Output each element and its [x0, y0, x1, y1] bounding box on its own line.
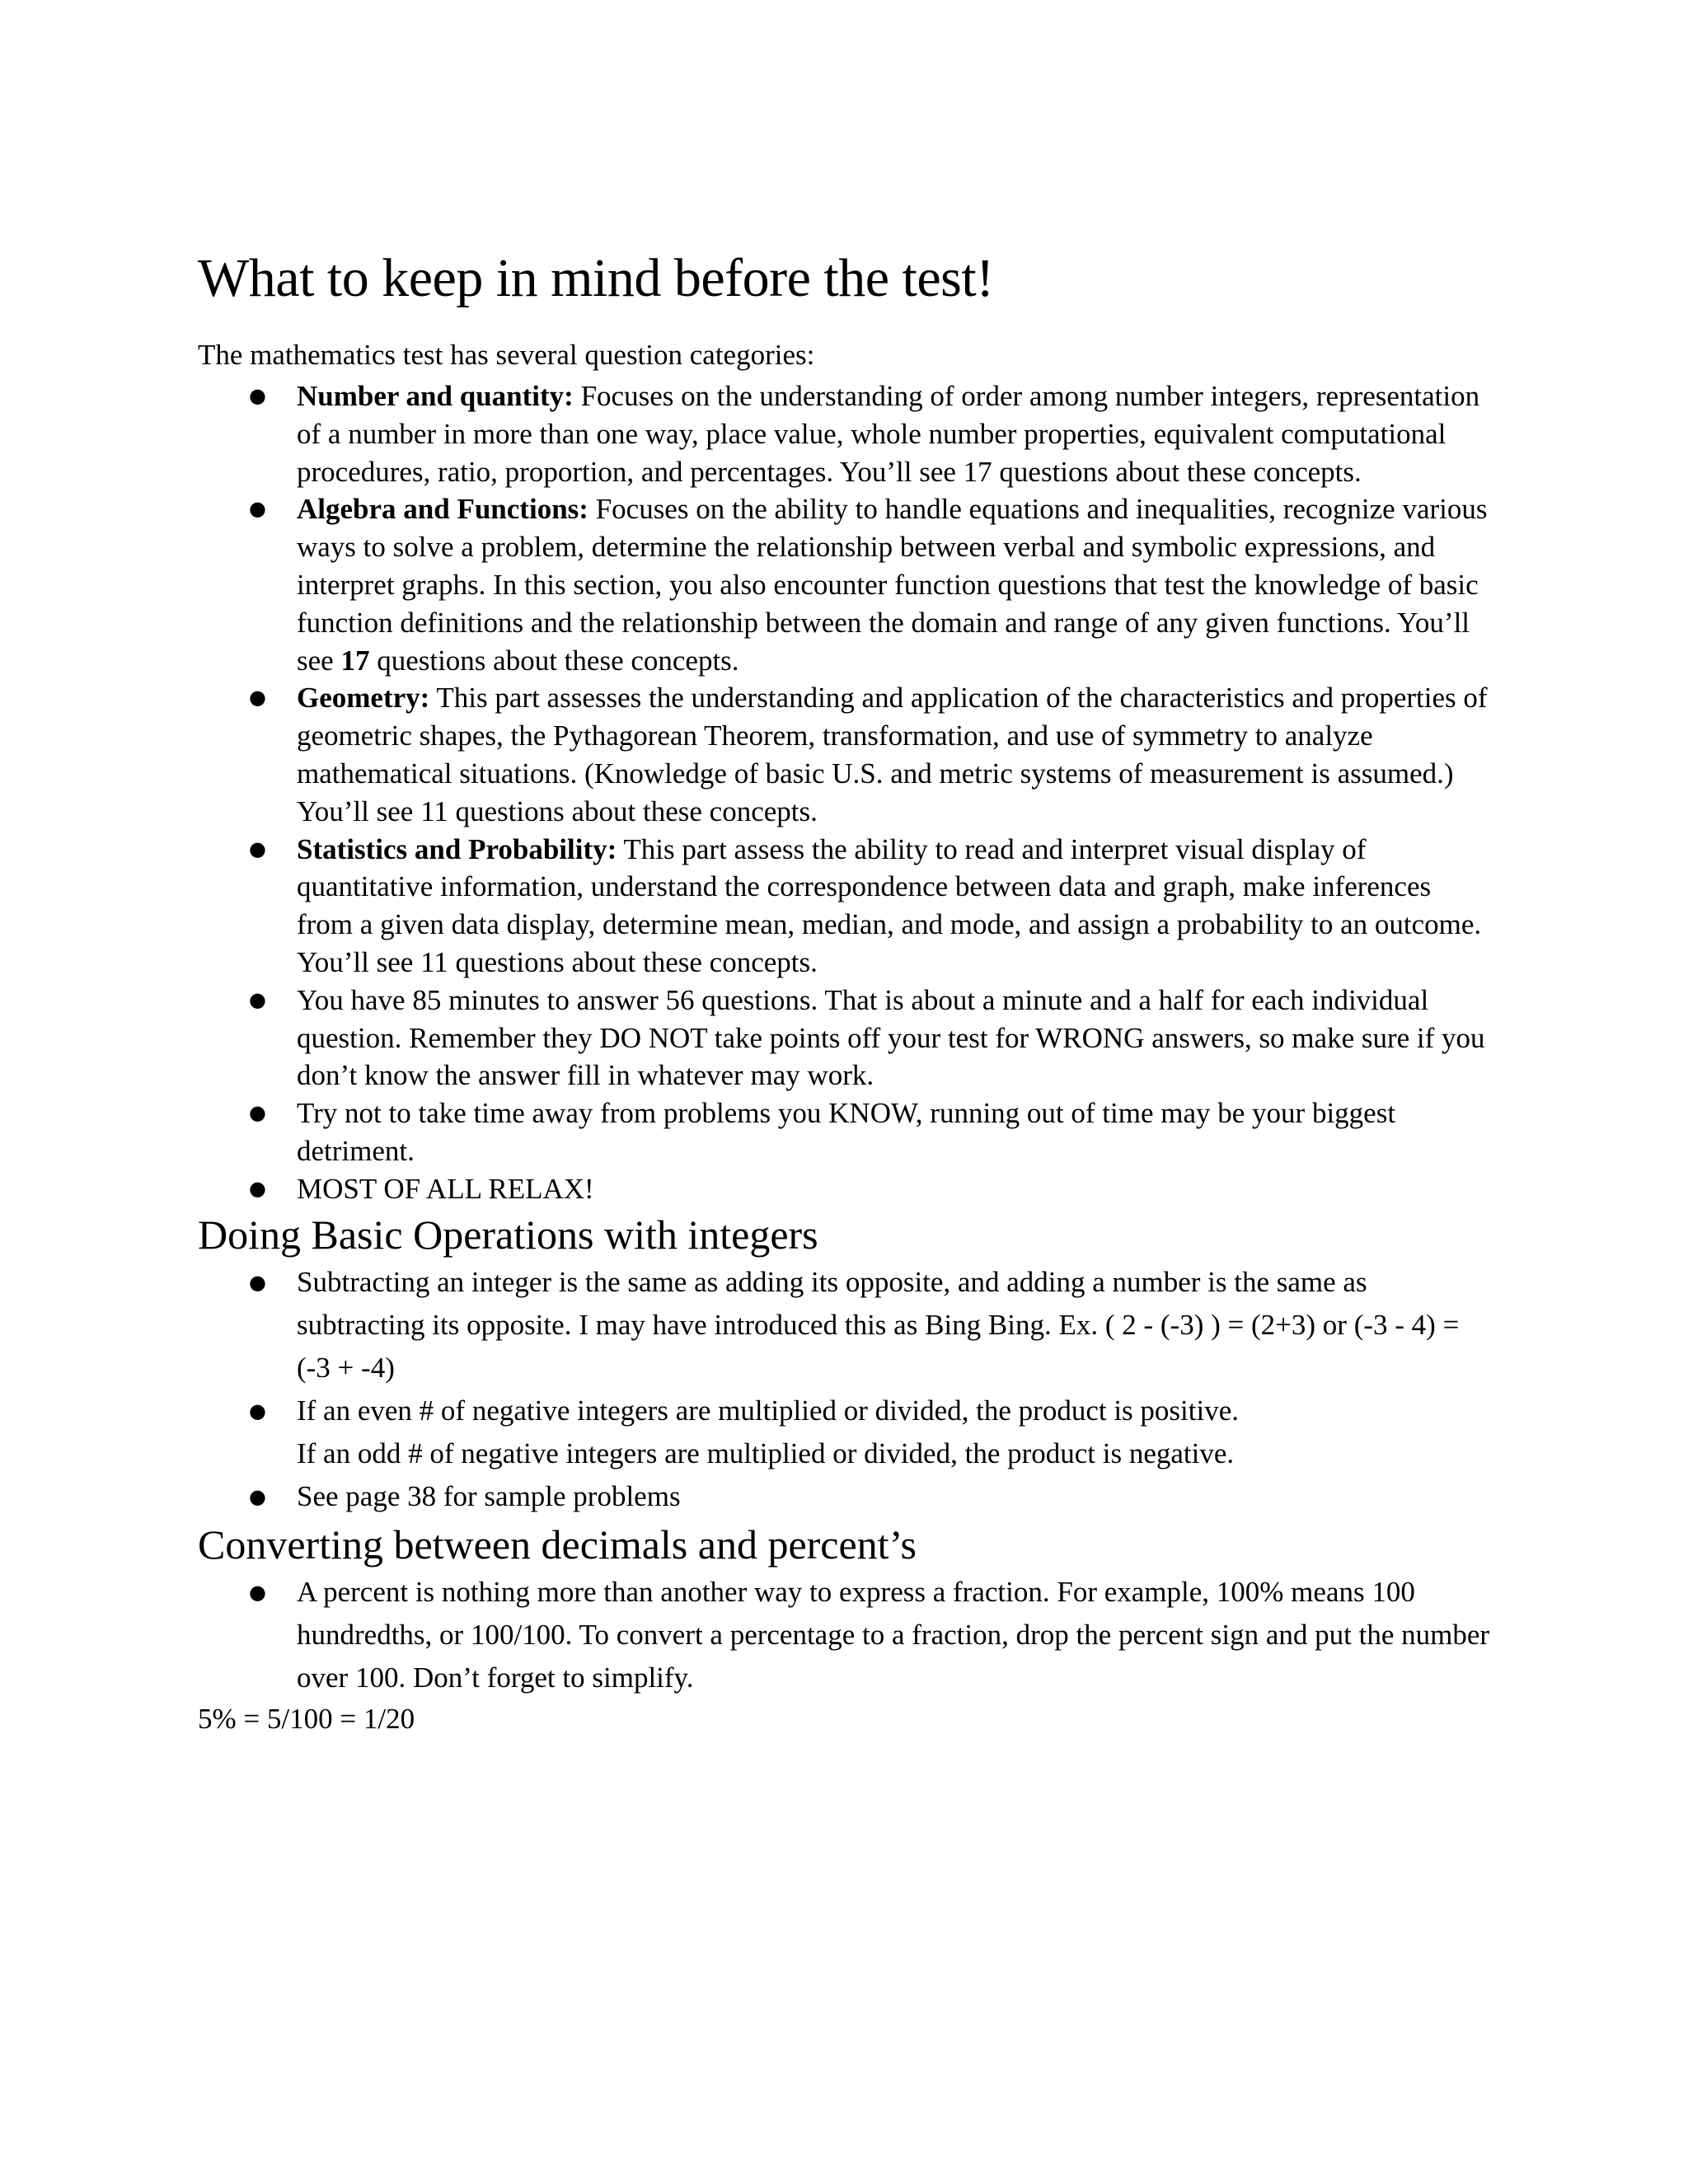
list-item — [198, 1094, 1492, 1170]
list-item — [198, 1571, 1492, 1699]
percent-text: A percent is nothing more than another way to express a fraction. For example, 100% means 100 hundredths, or 100/100. To convert a percentage to a fraction, drop the percent sign and put the number over 100. Don’t forget to simplify. — [297, 1575, 1490, 1694]
section-heading-integers: Doing Basic Operations with integers — [198, 1211, 818, 1258]
list-item — [198, 490, 1492, 679]
list-item — [198, 377, 1492, 490]
rule-text: See page 38 for sample problems — [297, 1479, 681, 1512]
list-item — [198, 1261, 1492, 1390]
category-text: This part assesses the understanding and application of the characteristics and properties of geometric shapes, the Pythagorean Theorem, transformation, and use of symmetry to analyze mathematical situations. (Knowledge of basic U.S. and metric systems of measurement is assumed.) You’ll see 11 questions about these concepts. — [297, 682, 1488, 827]
category-label: Algebra and Functions: — [297, 493, 588, 526]
category-text-end: questions about these concepts. — [369, 644, 739, 677]
bullet-icon: ● — [249, 837, 266, 860]
tip-text: Try not to take time away from problems you KNOW, running out of time may be your biggest detriment. — [297, 1097, 1396, 1167]
categories-list — [198, 377, 1492, 1208]
bullet-icon: ● — [249, 384, 266, 407]
bullet-icon: ● — [249, 1101, 266, 1125]
integers-list — [198, 1261, 1492, 1518]
category-text: Focuses on the understanding of order among number integers, representation of a number in more than one way, place value, whole number properties, equivalent computational procedures, ratio, proportion, and percentages. You’ll see 17 questions about these concepts. — [297, 380, 1480, 488]
bullet-icon: ● — [249, 1484, 266, 1508]
bullet-icon: ● — [249, 686, 266, 710]
list-item — [198, 679, 1492, 830]
tip-text: MOST OF ALL RELAX! — [297, 1172, 594, 1205]
list-item — [198, 982, 1492, 1094]
section-heading-percents: Converting between decimals and percent’s — [198, 1521, 917, 1568]
bullet-icon: ● — [249, 1270, 266, 1294]
question-count: 17 — [340, 644, 370, 677]
tip-text: You have 85 minutes to answer 56 questions. That is about a minute and a half for each individual question. Remember they DO NOT take points off your test for WRONG answers, so make sure if you don’t know the answer fill in whatever may work. — [297, 983, 1485, 1092]
bullet-icon: ● — [249, 1176, 266, 1200]
page-title: What to keep in mind before the test! — [198, 248, 994, 308]
category-label: Geometry: — [297, 682, 430, 715]
percents-list — [198, 1571, 1492, 1699]
bullet-icon: ● — [249, 1399, 266, 1422]
rule-text: Subtracting an integer is the same as adding its opposite, and adding a number is the same as subtracting its opposite. I may have introduced this as Bing Bing. Ex. ( 2 - (-3) ) = (2+3) or (-3 - 4) = (-3 + -4) — [297, 1265, 1460, 1384]
rule-text: If an even # of negative integers are multiplied or divided, the product is positive. — [297, 1394, 1240, 1427]
document-page — [198, 244, 1492, 1739]
list-item — [198, 831, 1492, 982]
bullet-icon: ● — [249, 497, 266, 521]
category-label: Statistics and Probability: — [297, 832, 617, 865]
category-text: Focuses on the ability to handle equations and inequalities, recognize various ways to solve a problem, determine the relationship between verbal and symbolic expressions, and interpret graphs. In this section, you also encounter function questions that test the knowledge of basic function definitions and the relationship between the domain and range of any given functions. You’ll see — [297, 493, 1488, 677]
intro-text: The mathematics test has several question categories: — [198, 339, 815, 371]
rule-text: If an odd # of negative integers are multiplied or divided, the product is negative. — [297, 1436, 1235, 1469]
category-label: Number and quantity: — [297, 380, 574, 412]
list-item — [198, 1390, 1492, 1475]
percent-example: 5% = 5/100 = 1/20 — [198, 1702, 415, 1735]
bullet-icon: ● — [249, 987, 266, 1011]
list-item — [198, 1170, 1492, 1208]
bullet-icon: ● — [249, 1580, 266, 1604]
list-item — [198, 1475, 1492, 1518]
category-text: This part assess the ability to read and interpret visual display of quantitative information, understand the correspondence between data and graph, make inferences from a given data display, determine mean, median, and mode, and assign a probability to an outcome. You’ll see 11 questions about these concepts. — [297, 832, 1482, 978]
